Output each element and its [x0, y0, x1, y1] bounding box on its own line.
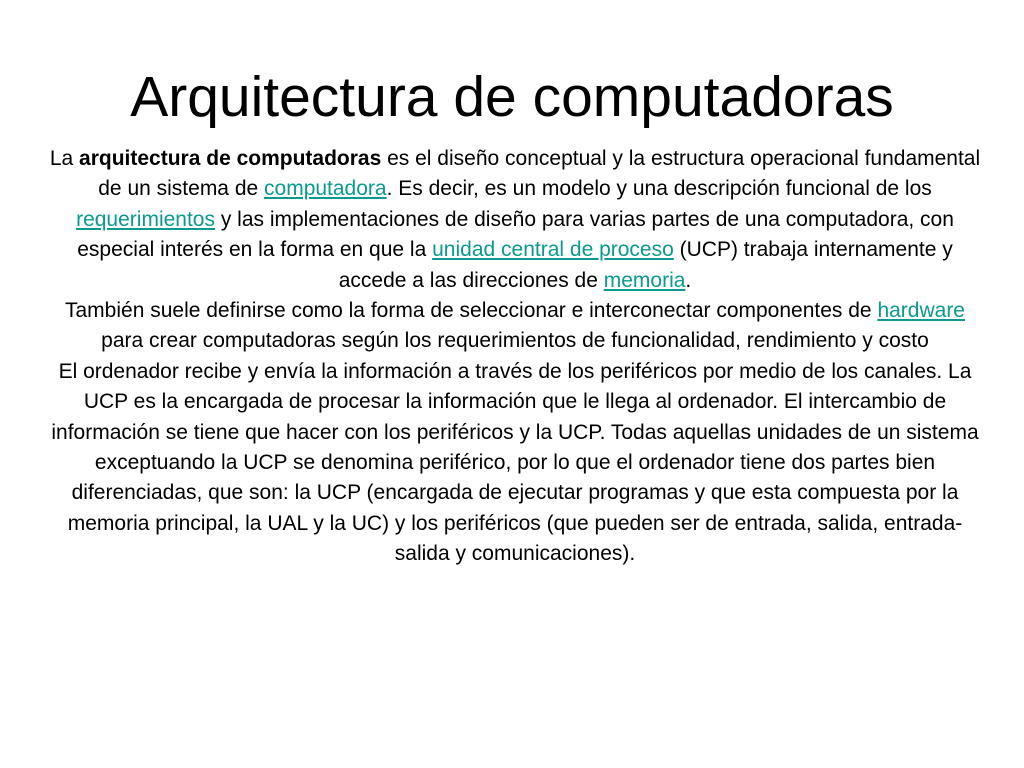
link-unidad-central-de-proceso[interactable]: unidad central de proceso: [432, 238, 674, 262]
bold-term: arquitectura de computadoras: [79, 147, 382, 170]
definition-paragraph: [44, 144, 986, 296]
text-span: y las implementaciones de diseño para varias partes de una computadora, con especial interés en la forma en que la: [77, 207, 954, 262]
link-requerimientos[interactable]: requerimientos: [76, 207, 215, 231]
text-span: . Es decir, es un modelo y una descripción funcional de los: [386, 177, 932, 201]
slide-title: Arquitectura de computadoras: [130, 65, 894, 129]
slide-body: [44, 144, 986, 570]
text-span: .: [685, 268, 692, 292]
peripherals-paragraph: El ordenador recibe y envía la información a través de los periféricos por medio de los canales. La UCP es la encargada de procesar la información que le llega al ordenador. El intercambio de información se tiene que hacer con los periféricos y la UCP. Todas aquellas unidades de un sistema exceptuando la UCP se denomina periférico, por lo que el ordenador tiene dos partes bien diferenciadas, que son: la UCP (encargada de ejecutar programas y que esta compuesta por la memoria principal, la UAL y la UC) y los periféricos (que pueden ser de entrada, salida, entrada-salida y comunicaciones).: [51, 359, 979, 566]
hardware-paragraph: [44, 296, 986, 357]
link-computadora[interactable]: computadora: [264, 177, 387, 201]
text-span: La: [49, 147, 80, 170]
link-memoria[interactable]: memoria: [603, 268, 686, 292]
link-hardware[interactable]: hardware: [877, 299, 965, 323]
text-span: es el diseño conceptual y la estructura operacional fundamental de un sistema de: [98, 147, 981, 201]
text-span: También suele definirse como la forma de seleccionar e interconectar componentes de: [65, 299, 878, 323]
text-span: (UCP) trabaja internamente y accede a las direcciones de: [338, 238, 953, 292]
text-span: para crear computadoras según los requerimientos de funcionalidad, rendimiento y costo: [101, 329, 929, 353]
